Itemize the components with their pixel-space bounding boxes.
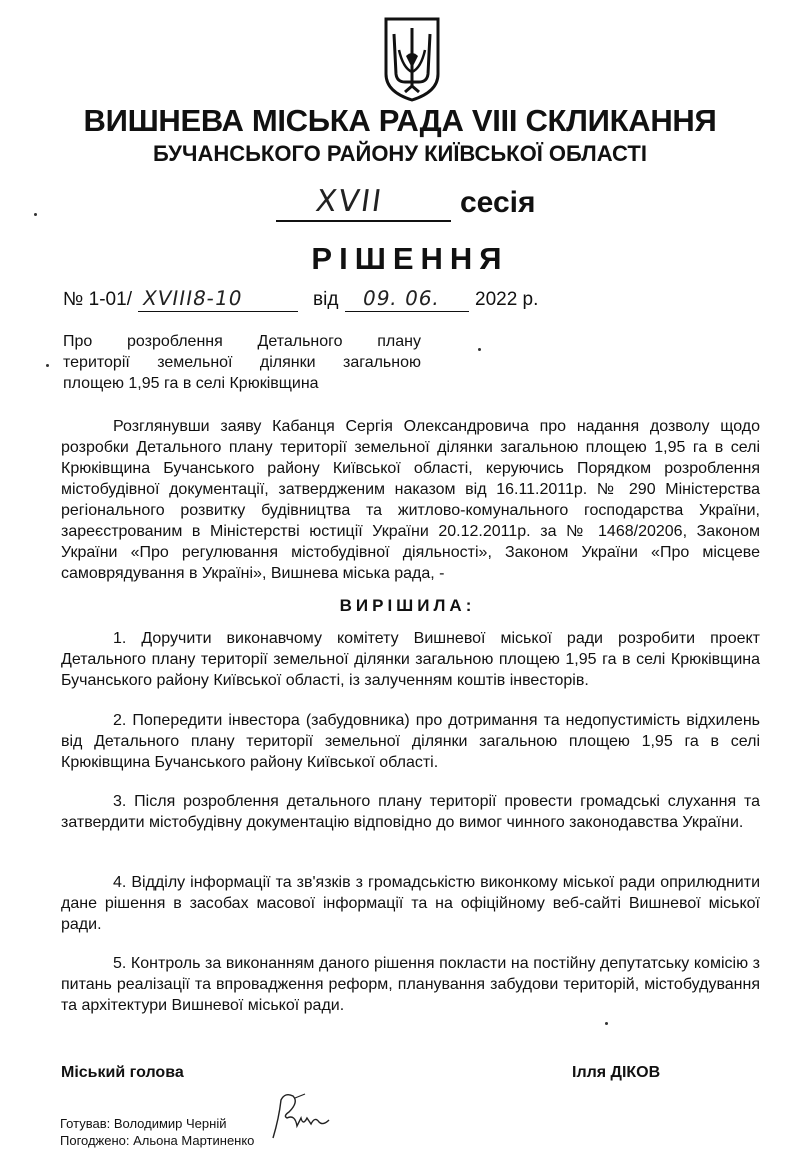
agreed-by: Погоджено: Альона Мартиненко: [60, 1133, 255, 1148]
resolved-heading: ВИРІШИЛА:: [339, 596, 476, 615]
decision-item: 5. Контроль за виконанням даного рішення покласти на постійну депутатську комісію з питань реалізації та впровадження реформ, планування забудови територій, містобудування та архітектури Вишневої міської ради.: [61, 955, 760, 1014]
date-handwritten: 09. 06.: [360, 286, 443, 310]
council-title: ВИШНЕВА МІСЬКА РАДА VIII СКЛИКАННЯ: [83, 103, 717, 138]
subject-line: Про розроблення Детального плану: [63, 333, 421, 350]
session-line: [276, 186, 696, 226]
number-prefix: № 1-01/: [63, 289, 132, 310]
subject-line: площею 1,95 га в селі Крюківщина: [63, 375, 319, 392]
subject-line: території земельної ділянки загальною: [63, 354, 421, 371]
year: 2022 р.: [475, 289, 539, 310]
registration-line: [63, 286, 583, 319]
scan-speck: [34, 213, 37, 216]
decision-item: 1. Доручити виконавчому комітету Вишневої міської ради розробити проект Детального плану території земельної ділянки загальною площею 1,95 га в селі Крюківщина Бучанського району Київської області, із залученням коштів інвесторів.: [61, 630, 760, 689]
mayor-position: Міський голова: [61, 1064, 184, 1081]
tryzub-coat-of-arms-icon: [383, 16, 441, 102]
session-number: XVII: [313, 184, 386, 219]
scan-speck: [478, 348, 481, 351]
decision-item: 4. Відділу інформації та зв'язків з громадськістю виконкому міської ради оприлюднити дане рішення в засобах масової інформації та на офіційному веб-сайті Вишневої міської ради.: [61, 874, 760, 933]
scan-speck: [605, 1022, 608, 1025]
handwritten-signature: [265, 1088, 335, 1144]
decision-subject: [63, 331, 421, 394]
decision-item: 2. Попередити інвестора (забудовника) про дотримання та недопустимість відхилень від Детального плану території земельної ділянки загальною площею 1,95 га в селі Крюківщина Бучанського району Київської області.: [61, 712, 760, 771]
decision-title: РІШЕННЯ: [311, 241, 509, 276]
session-word: сесія: [460, 186, 536, 219]
prepared-by: Готував: Володимир Черній: [60, 1116, 227, 1131]
date-prefix: від: [313, 289, 339, 310]
decision-item: 3. Після розроблення детального плану території провести громадські слухання та затвердити містобудівну документацію відповідно до вимог чинного законодавства України.: [61, 793, 760, 831]
scan-speck: [46, 364, 49, 367]
preamble-paragraph: Розглянувши заяву Кабанця Сергія Олександровича про надання дозволу щодо розробки Детального плану території земельної ділянки загальною площею 1,95 га в селі Крюківщина Бучанського району Київської області, керуючись Порядком розроблення містобудівної документації, затвердженим наказом від 16.11.2011р. № 290 Міністерства регіонального розвитку будівництва та житлово-комунального господарства України, зареєстрованим в Міністерстві юстиції України 20.12.2011р. за № 1468/20206, Законом України «Про регулювання містобудівної діяльності», Законом України «Про місцеве самоврядування в Україні», Вишнева міська рада, -: [61, 418, 760, 582]
district-title: БУЧАНСЬКОГО РАЙОНУ КИЇВСЬКОЇ ОБЛАСТІ: [153, 141, 647, 166]
mayor-name: Ілля ДІКОВ: [572, 1064, 661, 1081]
number-handwritten: XVIII8-10: [140, 286, 245, 310]
